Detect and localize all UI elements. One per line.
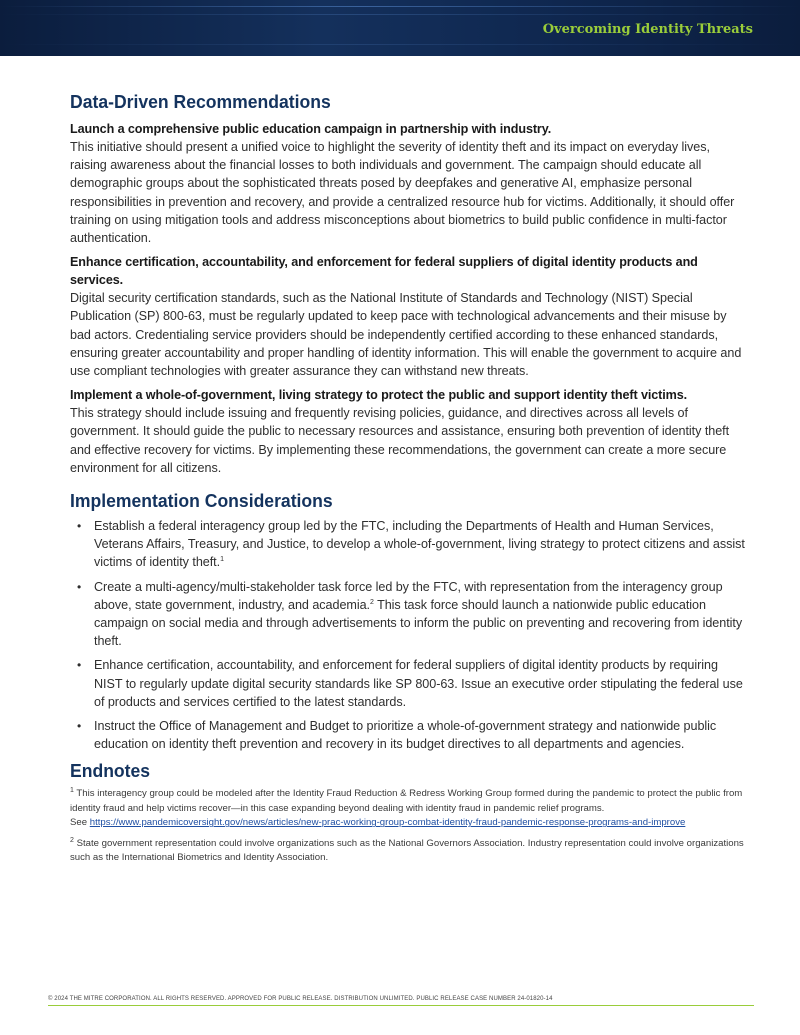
recommendation-body: This initiative should present a unified voice to highlight the severity of identity theft and its impact on everyday lives, raising awareness about the financial losses to both individuals and government. The campaign should educate all demographic groups about the sophisticated threats posed by deepfakes and generative AI, emphasize personal responsibilities in prevention and recovery, and provide a centralized resource hub for victims. Additionally, it should offer training on using mitigation tools and address misconceptions about biometrics to build public confidence in multi-factor authentication. [70,140,735,246]
recommendation-body: Digital security certification standards, such as the National Institute of Standards and Technology (NIST) Special Publication (SP) 800-63, must be regularly updated to keep pace with technological advancements and their misuse by bad actors. Credentialing service providers should be independently certified according to these enhanced standards, ensuring greater accountability and proper handling of identity information. This will enable the government to acquire and use compliant technologies with greater assurance they can withstand new threats. [70,291,742,379]
footer-copyright: © 2024 THE MITRE CORPORATION. ALL RIGHTS RESERVED. APPROVED FOR PUBLIC RELEASE. DISTRIBUTION UNLIMITED. PUBLIC RELEASE CASE NUMBER 24-01820-14 [48,996,553,1002]
list-item-text: Create a multi-agency/multi-stakeholder task force led by the FTC, with representation from the interagency group above, state government, industry, and academia. [94,579,723,612]
bullet-icon: • [77,579,82,594]
list-item-text-continued: This task force should launch a nationwide public education campaign on social media and through advertisements to inform the public on preventing and recovering from identity theft. [94,597,743,649]
endnote-link[interactable]: https://www.pandemicoversight.gov/news/articles/new-prac-working-group-combat-identity-fraud-pandemic-response-programs-and-improve [89,817,686,829]
document-title: Overcoming Identity Threats [542,22,753,37]
recommendation-block [70,386,746,477]
recommendation-title: Implement a whole-of-government, living strategy to protect the public and support identity theft victims. [70,388,688,403]
endnotes-list [70,787,746,865]
endnote [70,837,746,866]
list-item-text: Enhance certification, accountability, and enforcement for federal suppliers of digital identity products by requiring NIST to regularly update digital security standards like SP 800-63. Issue an executive order stipulating the federal use of products and services certified to the latest standards. [94,658,743,709]
recommendation-title: Launch a comprehensive public education campaign in partnership with industry. [70,122,552,136]
list-item [70,717,746,753]
list-item [70,517,746,572]
list-item-text: Instruct the Office of Management and Budget to prioritize a whole-of-government strategy and nationwide public education on identity theft prevention and recovery in its budget directives to all departments and agencies. [94,719,717,752]
banner-decoration [0,6,800,7]
bullet-icon: • [77,519,82,534]
footnote-reference[interactable]: 2 [370,598,374,606]
implementation-list [70,517,746,753]
bullet-icon: • [77,658,82,673]
section-heading-endnotes: Endnotes [70,760,151,782]
recommendation-title: Enhance certification, accountability, and enforcement for federal suppliers of digital identity products and services. [70,255,698,288]
recommendation-block [70,253,746,380]
endnote-number: 2 [70,836,74,844]
endnote [70,787,746,830]
endnote-text: State government representation could involve organizations such as the National Governors Association. Industry representation could involve organizations such as the International Biometrics and Identity Association. [70,837,744,864]
list-item [70,656,746,711]
section-heading-implementation: Implementation Considerations [70,490,333,512]
footer-divider [48,1005,754,1006]
endnote-see-label: See [70,817,88,829]
banner-decoration [0,44,800,45]
page-content [70,90,746,872]
list-item [70,578,746,651]
section-heading-recommendations: Data-Driven Recommendations [70,91,331,112]
list-item-text: Establish a federal interagency group led by the FTC, including the Departments of Health and Human Services, Veterans Affairs, Treasury, and Justice, to develop a whole-of-government, living strategy to protect citizens and assist victims of identity theft. [94,519,745,570]
footnote-reference[interactable]: 1 [220,556,224,564]
recommendation-block [70,120,746,247]
banner-decoration [0,14,800,15]
endnote-number: 1 [70,787,74,795]
endnote-text: This interagency group could be modeled after the Identity Fraud Reduction & Redress Working Group formed during the pandemic to protect the public from identity fraud and help victims recover—in this case expanding beyond dealing with identity fraud in pandemic relief programs. [70,788,743,814]
recommendation-body: This strategy should include issuing and frequently revising policies, guidance, and directives across all levels of government. It should guide the public to necessary resources and assistance, ensuring both prevention of identity theft and effective recovery for victims. By implementing these recommendations, the government can create a more secure environment for all citizens. [70,406,730,475]
page-header-banner [0,0,800,56]
bullet-icon: • [77,719,82,734]
